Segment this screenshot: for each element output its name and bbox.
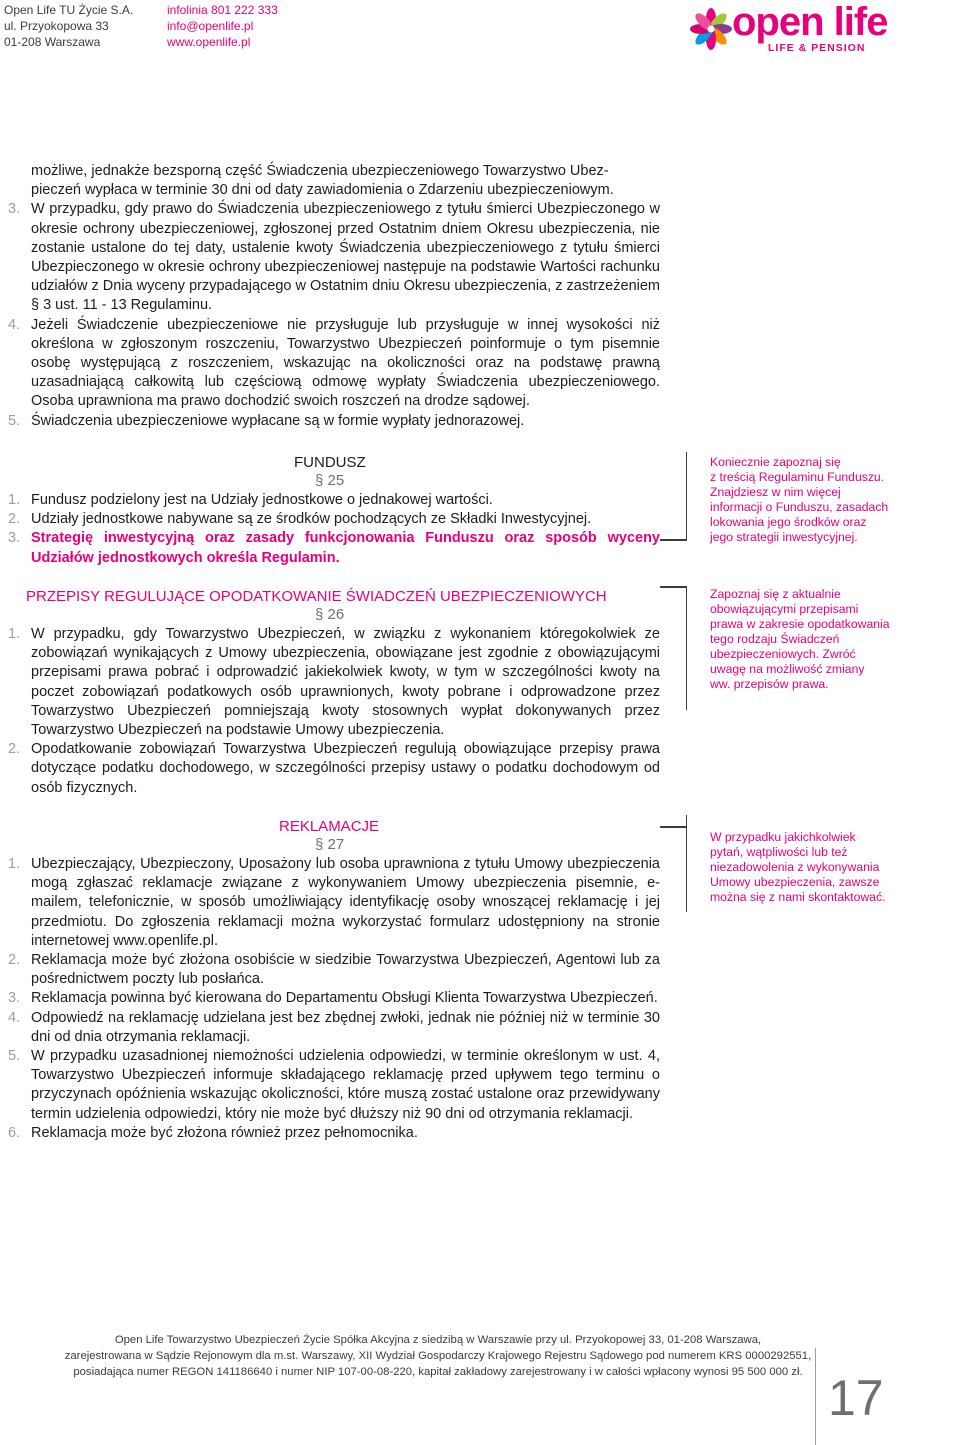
note-bracket-connector	[660, 539, 687, 541]
section-title-fundusz: FUNDUSZ	[294, 454, 366, 471]
note-line: ubezpieczeniowych. Zwróć	[710, 647, 856, 661]
footer-line: posiadająca numer REGON 141186640 i numer NIP 107-00-08-220, kapitał zakładowy zarejestrowany i w całości wpłacony wynosi 95 500 000 zł.	[73, 1366, 803, 1378]
list-item	[8, 1047, 660, 1124]
item-number: 5.	[8, 412, 21, 429]
note-line: ww. przepisów prawa.	[710, 677, 829, 691]
reklamacje-list	[8, 855, 660, 1143]
intro-section	[8, 162, 660, 431]
item-number: 3.	[8, 201, 21, 218]
footer-legal	[0, 1332, 876, 1380]
fundusz-list	[8, 491, 660, 568]
note-line: Zapoznaj się z aktualnie	[710, 587, 841, 601]
open-life-logo	[688, 2, 888, 64]
continuation-line-2: pieczeń wypłaca w terminie 30 dni od daty zawiadomienia o Zdarzeniu ubezpieczeniowym.	[31, 182, 614, 199]
page-number-divider	[815, 1348, 816, 1445]
item-text: W przypadku, gdy Towarzystwo Ubezpieczeń, w związku z wykonaniem któregokolwiek ze zobowiązań wynikających z Umowy ubezpieczenia, obowiązane jest zgodnie z obowiązującymi przepisami prawa pobrać i odprowadzić jakiekolwiek kwoty, w tym w szczególności kwoty na poczet zobowiązań podatkowych osób uprawnionych, kwoty pobrane i odprowadzone przez Towarzystwo Ubezpieczeń pomniejszają kwoty stosownych wypłat dokonywanych przez Towarzystwo Ubezpieczeń na podstawie Umowy ubezpieczenia.	[31, 626, 660, 739]
list-item	[8, 855, 660, 951]
list-item	[8, 510, 660, 529]
section-title-reklamacje: REKLAMACJE	[279, 818, 380, 835]
note-line: można się z nami skontaktować.	[710, 890, 886, 904]
item-text: Udziały jednostkowe nabywane są ze środków pochodzących ze Składki Inwestycyjnej.	[31, 511, 592, 528]
note-line: z treścią Regulaminu Funduszu.	[710, 470, 885, 484]
item-number: 2.	[8, 741, 21, 758]
paragraph-27: § 27	[315, 836, 345, 853]
note-line: Znajdziesz w nim więcej	[710, 485, 841, 499]
logo-subtitle: LIFE & PENSION	[768, 42, 866, 54]
item-number: 4.	[8, 316, 21, 333]
item-number: 1.	[8, 856, 21, 872]
item-text: Jeżeli Świadczenie ubezpieczeniowe nie przysługuje lub przysługuje w innej wysokości niż określona w zgłoszonym roszczeniu, Towarzystwo Ubezpieczeń poinformuje o tym pisemnie osobę występującą z roszczeniem, wskazując na okoliczności oraz na podstawę prawną uzasadniającą całkowitą lub częściową odmowę wypłaty Świadczenia ubezpieczeniowego. Osoba uprawniona ma prawo dochodzić swoich roszczeń na drodze sądowej.	[31, 316, 660, 410]
intro-item-5	[8, 412, 660, 431]
note-bracket-line	[686, 815, 687, 912]
email-link[interactable]: info@openlife.pl	[167, 19, 254, 33]
note-line: W przypadku jakichkolwiek	[710, 830, 856, 844]
list-item	[8, 625, 660, 740]
list-item	[8, 491, 660, 510]
note-line: jego strategii inwestycyjnej.	[710, 530, 858, 544]
item-number: 3.	[8, 530, 21, 547]
paragraph-25: § 25	[315, 472, 345, 489]
item-text: Ubezpieczający, Ubezpieczony, Uposażony lub osoba uprawniona z tytułu Umowy ubezpieczenia mogą zgłaszać reklamacje związane z wykonywaniem Umowy ubezpieczenia pisemnie, e-mailem, telefonicznie, w sposób umożliwiający identyfikację osoby wnoszącej reklamację i jej przedmiotu. Do zgłoszenia reklamacji można wykorzystać formularz udostępniony na stronie internetowej www.openlife.pl.	[31, 856, 660, 949]
note-line: tego rodzaju Świadczeń	[710, 632, 840, 646]
website-link[interactable]: www.openlife.pl	[167, 35, 251, 49]
company-name: Open Life TU Życie S.A.	[4, 3, 134, 17]
street-address: ul. Przyokopowa 33	[4, 19, 109, 33]
item-text: W przypadku, gdy prawo do Świadczenia ubezpieczeniowego z tytułu śmierci Ubezpieczonego w okresie ochrony ubezpieczeniowej, zgłoszonej przed Ostatnim dniem Okresu ubezpieczenia, nie zostanie ustalone do tej daty, ustalenie kwoty Świadczenia ubezpieczeniowego z tytułu śmierci Ubezpieczonego w okresie ochrony ubezpieczeniowej następuje na podstawie Wartości rachunku udziałów z Dnia wyceny przypadającego w Ostatnim dniu Okresu ubezpieczenia, z zastrzeżeniem § 3 ust. 11 - 13 Regulaminu.	[31, 201, 660, 314]
note-bracket-line	[686, 452, 687, 540]
hotline-text: infolinia 801 222 333	[167, 3, 278, 17]
list-item	[8, 989, 660, 1008]
section-title-przepisy: PRZEPISY REGULUJĄCE OPODATKOWANIE ŚWIADCZEŃ UBEZPIECZENIOWYCH	[26, 588, 607, 605]
item-number: 1.	[8, 492, 21, 508]
item-text: Reklamacja może być złożona osobiście w siedzibie Towarzystwa Ubezpieczeń, Agentowi lub za pośrednictwem poczty lub posłańca.	[31, 952, 660, 988]
item-number: 2.	[8, 511, 21, 528]
item-number: 4.	[8, 1009, 21, 1026]
list-item	[8, 1124, 660, 1143]
logo-wordmark: open life	[732, 0, 888, 44]
continuation-line-1: możliwe, jednakże bezsporną część Świadczenia ubezpieczeniowego Towarzystwo Ubez-	[31, 163, 609, 179]
list-item	[8, 740, 660, 798]
header-address	[4, 2, 133, 50]
intro-item-4	[8, 316, 660, 412]
side-note-reklamacje	[710, 830, 920, 905]
header-contact	[167, 2, 278, 50]
footer-line: zarejestrowana w Sądzie Rejonowym dla m.st. Warszawy, XII Wydział Gospodarczy Krajowego Rejestru Sądowego pod numerem KRS 0000292551,	[64, 1350, 812, 1362]
item-text: Fundusz podzielony jest na Udziały jednostkowe o jednakowej wartości.	[31, 492, 493, 508]
przepisy-list	[8, 625, 660, 798]
item-number: 3.	[8, 990, 21, 1007]
note-line: uwagę na możliwość zmiany	[710, 662, 865, 676]
page-number: 17	[828, 1370, 884, 1426]
item-number: 5.	[8, 1048, 21, 1065]
note-bracket-connector	[660, 586, 687, 588]
intro-item-3	[8, 200, 660, 315]
footer-line: Open Life Towarzystwo Ubezpieczeń Życie Spółka Akcyjna z siedzibą w Warszawie przy ul. Przyokopowej 33, 01-208 Warszawa,	[114, 1334, 762, 1346]
list-item	[8, 529, 660, 567]
side-note-przepisy	[710, 587, 920, 692]
item-text: Świadczenia ubezpieczeniowe wypłacane są w formie wypłaty jednorazowej.	[31, 412, 525, 429]
city-address: 01-208 Warszawa	[4, 35, 101, 49]
item-number: 2.	[8, 952, 21, 969]
item-text: Odpowiedź na reklamację udzielana jest bez zbędnej zwłoki, jednak nie później niż w terminie 30 dni od dnia otrzymania reklamacji.	[31, 1009, 660, 1045]
note-line: informacji o Funduszu, zasadach	[710, 500, 889, 514]
item-number: 6.	[8, 1124, 21, 1141]
note-line: Koniecznie zapoznaj się	[710, 455, 841, 469]
note-line: prawa w zakresie opodatkowania	[710, 617, 890, 631]
item-text: W przypadku uzasadnionej niemożności udzielenia odpowiedzi, w terminie określonym w ust. 4, Towarzystwo Ubezpieczeń informuje składającego reklamację przed upływem tego terminu o przyczynach opóźnienia wskazując okoliczności, które muszą zostać ustalone oraz przewidywany termin udzielenia odpowiedzi, który nie może być dłuższy niż 90 dni od otrzymania reklamacji.	[31, 1048, 660, 1122]
list-item	[8, 951, 660, 989]
note-line: Umowy ubezpieczenia, zawsze	[710, 875, 880, 889]
side-note-fundusz	[710, 455, 920, 545]
item-text: Reklamacja powinna być kierowana do Departamentu Obsługi Klienta Towarzystwa Ubezpieczeń.	[31, 990, 658, 1007]
note-line: lokowania jego środków oraz	[710, 515, 867, 529]
item-text: Opodatkowanie zobowiązań Towarzystwa Ubezpieczeń regulują obowiązujące przepisy prawa dotyczące podatku dochodowego, w szczególności przepisy ustawy o podatku dochodowym od osób fizycznych.	[31, 741, 660, 796]
note-line: niezadowolenia z wykonywania	[710, 860, 880, 874]
note-line: pytań, wątpliwości lub też	[710, 845, 848, 859]
note-line: obowiązującymi przepisami	[710, 602, 859, 616]
note-bracket-line	[686, 586, 687, 710]
item-text: Strategię inwestycyjną oraz zasady funkcjonowania Funduszu oraz sposób wyceny Udziałów jednostkowych określa Regulamin.	[31, 530, 660, 566]
flower-logo-icon	[688, 6, 734, 52]
list-item	[8, 1009, 660, 1047]
note-bracket-connector	[660, 826, 687, 828]
item-number: 1.	[8, 626, 21, 642]
item-text: Reklamacja może być złożona również przez pełnomocnika.	[31, 1124, 418, 1141]
paragraph-26: § 26	[315, 606, 345, 623]
